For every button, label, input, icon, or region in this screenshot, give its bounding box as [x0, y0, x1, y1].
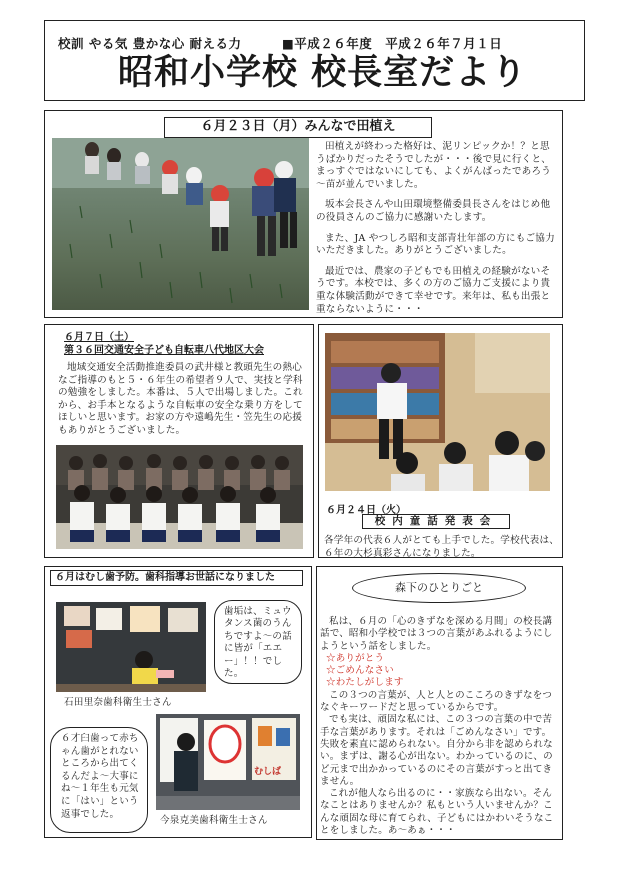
paragraph: 田植えが終わった格好は、泥リンピックか！？と思うばかりだったそうでしたが・・・後で見に行くと、まっすぐではないにしても、よくがんばったであろう～苗が並んでいました。	[316, 141, 552, 190]
column-title: 森下のひとりごと	[352, 573, 526, 603]
rice-planting-illustration	[52, 138, 309, 310]
article-bicycle-text: 地域交通安全活動推進委員の武井様と教頭先生の熱心なご指導のもと５・６年生の希望者９人で、実技と学科の勉強をしました。本番は、５人で出場しました。これから、お手本となるような自転車の安全な乗り方をしてほしいと思います。お家の方や遠嶋先生・笠先生の応援もありがとうございました。	[58, 362, 303, 436]
column-body-1: この３つの言葉が、人と人とのこころのきずなをつなぐキーワードだと思っているからです。	[320, 689, 553, 714]
dental-poster-illustration	[156, 714, 300, 810]
column-body-2: でも実は、頑固な私には、この３つの言葉の中で苦手な言葉があります。それは「ごめんなさい」です。	[320, 714, 553, 738]
article-rice-planting-title: ６月２３日（月）みんなで田植え	[164, 117, 432, 138]
caption-hygienist-2: 今泉克美歯科衛生士さん	[160, 815, 268, 826]
column-text	[320, 616, 560, 837]
storytelling-photo	[325, 333, 550, 491]
issue-date: ■平成２６年度 平成２６年７月１日	[282, 36, 503, 51]
article-storytelling-title: 校内童話発表会	[362, 514, 510, 529]
keyword-thanks: ☆ありがとう	[326, 652, 385, 664]
article-bicycle-date: ６月７日（土）	[64, 332, 134, 343]
dental-hygienist-photo-1	[56, 602, 206, 692]
paragraph: 坂本会長さんや山田環境整備委員長さんをはじめ他の役員さんのご協力に感謝いたします。	[316, 199, 551, 223]
article-storytelling-text: 各学年の代表６人がとても上手でした。学校代表は、６年の大杉真彩さんになりました。	[324, 535, 560, 559]
keyword-sorry: ☆ごめんなさい	[326, 665, 394, 677]
dental-hygienist-photo-2	[156, 714, 300, 810]
newsletter-title: 昭和小学校 校長室だより	[118, 53, 528, 93]
poster-label: むしば	[254, 767, 282, 777]
bicycle-team-illustration	[56, 445, 303, 549]
article-bicycle-title: 第３６回交通安全子ども自転車八代地区大会	[64, 345, 264, 356]
dental-lesson-illustration	[56, 602, 206, 692]
caption-hygienist-1: 石田里奈歯科衛生士さん	[64, 697, 172, 708]
column-body-3: 失敗を素直に認められない。自分から非を認められない。まずは、謝る心が出ない。わかっているのに、のど元まで出かかっているのにその言葉がすっと出てきません。	[320, 738, 553, 787]
bicycle-team-photo	[56, 445, 303, 549]
paragraph: 最近では、農家の子どもでも田植えの経験がないそうです。本校では、多くの方のご協力ご支援により貴重な体験活動ができて幸せです。来年は、私も出張と重ならないように・・・	[316, 265, 551, 315]
article-dental-title: ６月はむし歯予防。歯科指導お世話になりました	[50, 570, 303, 586]
article-storytelling-date: ６月２４日（火）	[326, 505, 406, 516]
school-motto: 校訓 やる気 豊かな心 耐える力	[58, 36, 242, 51]
column-body-4: これが他人なら出るのに・・家族なら出ない。そんなことはありませんか？私もという人いませんか？こんな頑固な母に育てられ、子どもにはかわいそうなことをしました。あ～あぁ・・・	[320, 788, 554, 837]
paragraph: また、JA やつしろ昭和支部青壮年部の方にもご協力いただきました。ありがとうございました。	[316, 232, 555, 257]
article-rice-planting-text	[316, 141, 558, 324]
column-intro: 私は、６月の「心のきずなを深める月間」の校長講話で、昭和小学校では３つの言葉があふれるようにしようという話をしました。	[320, 616, 553, 652]
speech-bubble-2-text: ６才臼歯って赤ちゃん歯がとれないところから出てくるんだよ～大事にね～１年生も元気に「はい」という返事でした。	[61, 733, 139, 820]
rice-planting-photo	[52, 138, 309, 310]
storytelling-illustration	[325, 333, 550, 491]
speech-bubble-1-text: 歯垢は、ミュウタンス菌のうんちですよ～の話に皆が「エエー」！！でした。	[224, 606, 292, 680]
keyword-i-will-do: ☆わたしがします	[326, 677, 404, 689]
